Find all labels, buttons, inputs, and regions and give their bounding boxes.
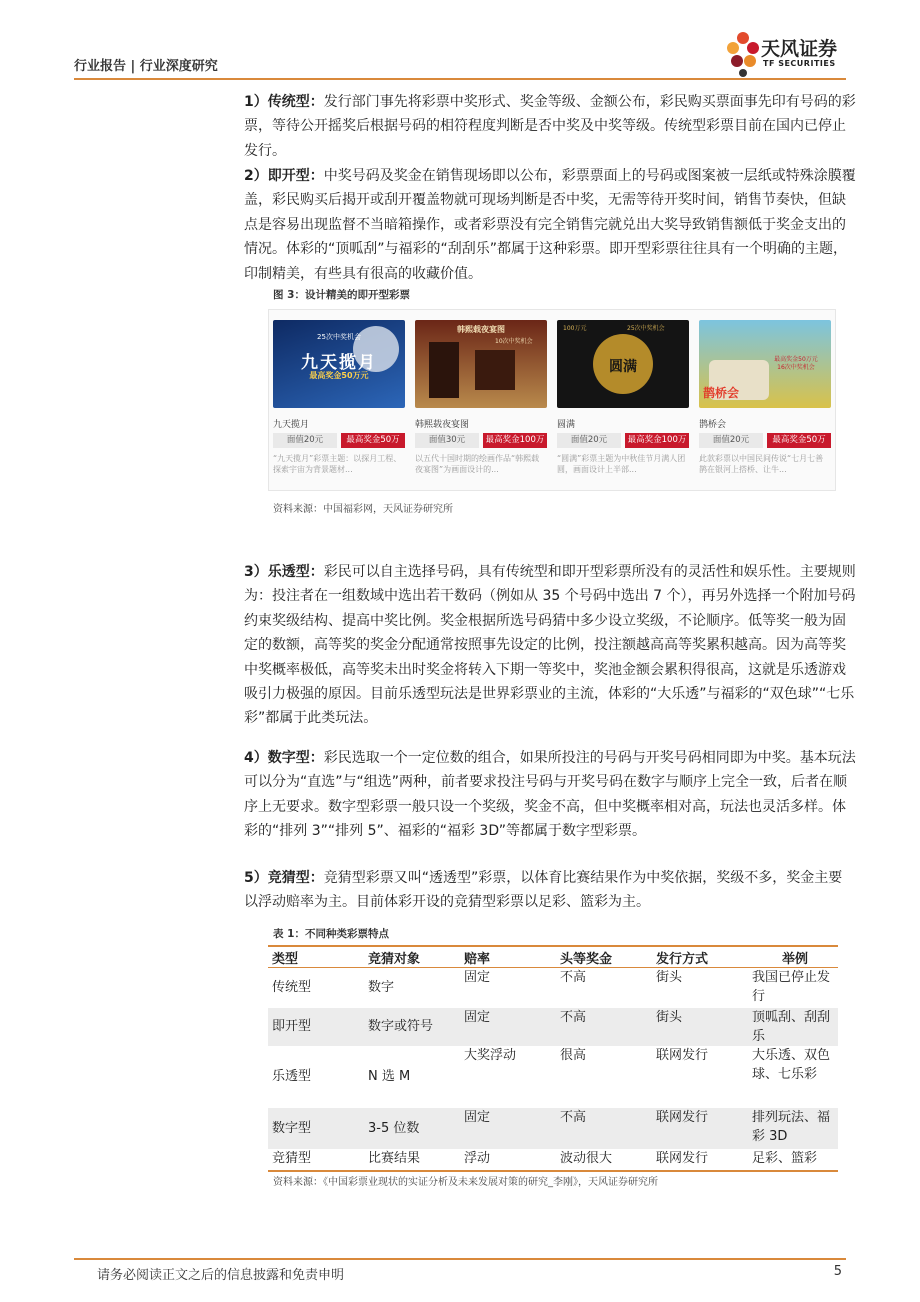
disclaimer-note: 请务必阅读正文之后的信息披露和免责申明: [97, 1268, 345, 1283]
table-header-cell: 举例: [748, 946, 838, 968]
card-image-title: 九天揽月: [301, 353, 377, 373]
logo-en-text: TF SECURITIES: [763, 59, 836, 68]
table-header-row: [268, 946, 838, 968]
card-image-title: 圆满: [609, 359, 637, 375]
paragraph-text: 彩民选取一个一定位数的组合，如果所投注的号码与开奖号码相同即为中奖。基本玩法可以分为“直选”与“组选”两种，前者要求投注号码与开奖号码在数字与顺序上完全一致，后者在顺序上无要求。数字型彩票一般只设一个奖级，奖金不高，但中奖概率相对高，玩法也灵活多样。体彩的“排列 3”“排列 5”、福彩的“福彩 3D”等都属于数字型彩票。: [244, 750, 856, 840]
top-prize-tag: 最高奖金50万: [767, 433, 831, 448]
face-value-tag: 面值20元: [273, 433, 337, 448]
table-cell: 不高: [560, 970, 587, 985]
top-prize-tag: 最高奖金100万: [483, 433, 547, 448]
table-caption: 表 1：不同种类彩票特点: [273, 928, 389, 940]
table-cell: 我国已停止发行: [752, 970, 831, 1004]
figure-source: 资料来源：中国福彩网，天风证券研究所: [273, 504, 453, 515]
table-cell: 固定: [460, 1108, 556, 1149]
paragraph-label: 3）乐透型：: [244, 564, 324, 580]
lottery-card: [699, 320, 831, 485]
table-cell: 乐透型: [272, 1069, 312, 1084]
table-header-cell: 发行方式: [652, 946, 748, 968]
table-row: [268, 1046, 838, 1108]
card-image-sub: 25次中奖机会: [627, 325, 665, 332]
table-cell: 街头: [652, 1008, 748, 1046]
card-image-prize: 最高奖金50万元: [774, 356, 818, 363]
paragraph-lotto: [244, 560, 856, 731]
paragraph-instant: [244, 164, 856, 286]
face-value-tag: 面值20元: [557, 433, 621, 448]
footer-divider: [74, 1258, 846, 1260]
table-header-cell: 赔率: [460, 946, 556, 968]
table-cell: 数字或符号: [364, 1008, 460, 1046]
lottery-card: [557, 320, 689, 485]
table-cell: 大乐透、双色球、七乐彩: [752, 1047, 831, 1082]
lottery-card-image: [273, 320, 405, 408]
table-cell: 浮动: [460, 1149, 556, 1171]
table-cell: 比赛结果: [364, 1149, 460, 1171]
report-category: 行业报告 | 行业深度研究: [74, 59, 218, 74]
lottery-card: [273, 320, 405, 485]
paragraph-text: 中奖号码及奖金在销售现场即以公布，彩票票面上的号码或图案被一层纸或特殊涂膜覆盖，彩民购买后揭开或刮开覆盖物就可现场判断是否中奖，无需等待开奖时间，销售节奏快，但缺点是容易出现监督不当暗箱操作，或者彩票没有完全销售完就兑出大奖导致销售额低于奖金支出的情况。体彩的“顶呱刮”与福彩的“刮刮乐”都属于这种彩票。即开型彩票往往具有一个明确的主题，印制精美，有些具有很高的收藏价值。: [244, 168, 856, 282]
table-header-cell: 头等奖金: [556, 946, 652, 968]
paragraph-digit: [244, 746, 856, 844]
lottery-card-image: [557, 320, 689, 408]
table-cell: 顶呱刮、刮刮乐: [748, 1008, 838, 1046]
table-cell: 足彩、篮彩: [748, 1149, 838, 1171]
card-image-prize: 最高奖金50万元: [309, 371, 369, 380]
table-cell: 大奖浮动: [464, 1047, 517, 1063]
table-cell: 排列玩法、福彩 3D: [748, 1108, 838, 1149]
lottery-card-name: 鹊桥会: [699, 420, 727, 430]
table-cell: 3-5 位数: [364, 1108, 460, 1149]
paragraph-text: 发行部门事先将彩票中奖形式、奖金等级、金额公布，彩民购买票面事先印有号码的彩票，等待公开摇奖后根据号码的相符程度判断是否中奖及中奖等级。传统型彩票目前在国内已停止发行。: [244, 94, 856, 159]
table-cell: 固定: [464, 970, 491, 985]
card-image-title: 鹊桥会: [703, 386, 740, 400]
card-image-title: 韩熙载夜宴图: [457, 325, 505, 334]
table-cell: 数字: [368, 980, 395, 996]
face-value-tag: 面值30元: [415, 433, 479, 448]
table-cell: 联网发行: [652, 1108, 748, 1149]
lottery-types-table: [268, 945, 838, 1172]
lottery-card-image: [699, 320, 831, 408]
table-cell: 即开型: [268, 1008, 364, 1046]
table-cell: 不高: [556, 1008, 652, 1046]
lottery-figure: [268, 309, 836, 491]
top-prize-tag: 最高奖金100万: [625, 433, 689, 448]
logo-cn-text: 天风证券: [761, 38, 838, 60]
table-row: [268, 1008, 838, 1046]
paragraph-quiz: [244, 866, 856, 915]
card-image-prize: 100万元: [563, 325, 587, 332]
lottery-card-desc: 此款彩票以中国民间传说“七月七善鹊在银河上搭桥、让牛...: [699, 454, 824, 474]
paragraph-traditional: [244, 90, 856, 163]
card-image-sub: 25次中奖机会: [317, 333, 361, 341]
table-cell: 联网发行: [656, 1047, 709, 1063]
table-cell: 街头: [656, 970, 683, 985]
tf-flower-icon: [725, 30, 761, 78]
paragraph-label: 1）传统型：: [244, 94, 324, 110]
lottery-card: [415, 320, 547, 485]
lottery-card-name: 圆满: [557, 420, 576, 430]
table-row: [268, 968, 838, 1008]
table-source: 资料来源：《中国彩票业现状的实证分析及未来发展对策的研究_李刚》，天风证券研究所: [273, 1177, 658, 1188]
lottery-card-desc: “圆满”彩票主题为中秋佳节月满人团圆，画面设计上半部...: [557, 454, 686, 474]
card-image-sub: 16次中奖机会: [777, 364, 815, 371]
table-cell: 竞猜型: [268, 1149, 364, 1171]
table-cell: 波动很大: [556, 1149, 652, 1171]
company-logo: [725, 30, 855, 80]
header-divider: [74, 78, 846, 80]
table-cell: 联网发行: [652, 1149, 748, 1171]
face-value-tag: 面值20元: [699, 433, 763, 448]
painting-block: [429, 342, 459, 398]
page-number: 5: [833, 1264, 842, 1279]
table-cell: N 选 M: [368, 1069, 411, 1084]
table-cell: 固定: [460, 1008, 556, 1046]
paragraph-label: 2）即开型：: [244, 168, 324, 184]
card-image-prize-box: [765, 356, 827, 372]
paragraph-text: 竞猜型彩票又叫“透透型”彩票，以体育比赛结果作为中奖依据，奖级不多，奖金主要以浮动赔率为主。目前体彩开设的竞猜型彩票以足彩、篮彩为主。: [244, 870, 843, 911]
lottery-card-desc: “九天揽月”彩票主题：以探月工程、探索宇宙为背景题材...: [273, 454, 402, 474]
table-row: [268, 1149, 838, 1171]
table-header-cell: 竞猜对象: [364, 946, 460, 968]
lottery-card-name: 九天揽月: [273, 420, 310, 430]
top-prize-tag: 最高奖金50万: [341, 433, 405, 448]
painting-block: [475, 350, 515, 390]
lottery-card-name: 韩熙载夜宴图: [415, 420, 470, 430]
table-cell: 数字型: [268, 1108, 364, 1149]
figure-caption: 图 3：设计精美的即开型彩票: [273, 289, 410, 301]
paragraph-text: 彩民可以自主选择号码，具有传统型和即开型彩票所没有的灵活性和娱乐性。主要规则为：投注者在一组数域中选出若干数码（例如从 35 个号码中选出 7 个），再另外选择一个附加号码约束奖级结构、提高中奖比例。奖金根据所选号码猜中多少设立奖级，不论顺序。低等奖一般为固定的数额，高等奖的奖金分配通常按照事先设定的比例，投注额越高高等奖累积越高。因为高等奖中奖概率极低，高等奖未出时奖金将转入下期一等奖中，奖池金额会累积得很高，这就是乐透游戏吸引力极强的原因。目前乐透型玩法是世界彩票业的主流，体彩的“大乐透”与福彩的“双色球”“七乐彩”都属于此类玩法。: [244, 564, 856, 727]
paragraph-label: 4）数字型：: [244, 750, 324, 766]
lottery-card-image: [415, 320, 547, 408]
paragraph-label: 5）竞猜型：: [244, 870, 324, 886]
table-header-cell: 类型: [268, 946, 364, 968]
table-cell: 很高: [560, 1047, 587, 1063]
table-cell: 不高: [556, 1108, 652, 1149]
table-row: [268, 1108, 838, 1149]
card-image-sub: 10次中奖机会: [495, 338, 533, 345]
table-cell: 传统型: [272, 980, 312, 996]
lottery-card-desc: 以五代十国时期的绘画作品“韩熙载夜宴图”为画面设计的...: [415, 454, 540, 474]
